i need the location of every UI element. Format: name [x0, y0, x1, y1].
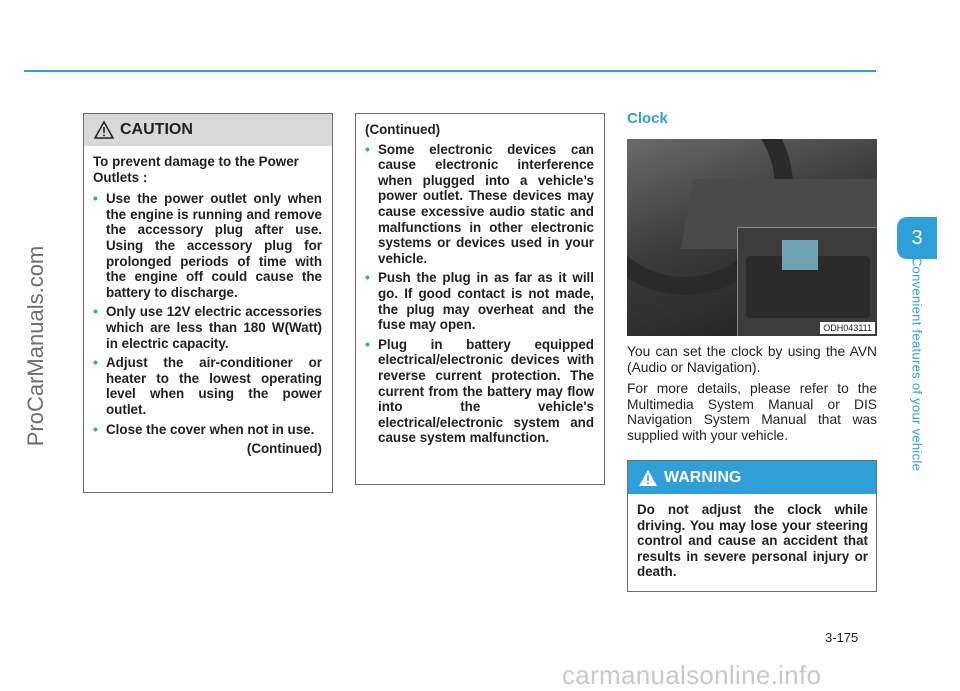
footer-watermark: carmanualsonline.info: [562, 660, 822, 690]
continued-item: • Some electronic devices can cause electronic interference when plugged into a vehicle’s power outlet. These devices may cause excessive audio static and malfunctions in other electronic systems or devices used in your vehicle.: [365, 142, 594, 267]
continued-title: (Continued): [365, 122, 441, 137]
chapter-tab: 3: [897, 217, 937, 259]
page-number: 3-175: [825, 630, 859, 645]
control-panel-inset: [737, 227, 877, 336]
image-caption: ODH043111: [820, 322, 875, 334]
warning-title: WARNING: [664, 468, 742, 486]
continued-item: • Push the plug in as far as it will go. If good contact is not made, the plug may overheat and the fuse may open.: [365, 270, 594, 332]
clock-section-title: Clock: [627, 110, 668, 127]
clock-paragraph: For more details, please refer to the Multimedia System Manual or DIS Navigation System Manual that was supplied with your vehicle.: [627, 381, 877, 443]
clock-paragraph: You can set the clock by using the AVN (Audio or Navigation).: [627, 344, 877, 375]
warning-box: [627, 460, 877, 592]
caution-triangle-icon: [94, 120, 114, 140]
caution-continued: (Continued): [246, 441, 322, 457]
caution-item: • Adjust the air-conditioner or heater to the lowest operating level when using the power outlet.: [93, 355, 322, 417]
chapter-title: Convenient features of your vehicle: [909, 256, 925, 472]
caution-item: • Only use 12V electric accessories which are less than 180 W(Watt) in electric capacity.: [93, 304, 322, 351]
clock-text: [627, 344, 877, 450]
warning-header: [628, 461, 876, 494]
caution-intro: To prevent damage to the Power Outlets :: [93, 154, 299, 185]
caution-title: CAUTION: [120, 121, 193, 138]
continued-item: • Plug in battery equipped electrical/electronic devices with reverse current protection. The current from the battery may flow into the vehicle's electrical/electronic system and cause system malfunction.: [365, 337, 594, 446]
warning-triangle-icon: [638, 468, 658, 488]
caution-header: [84, 114, 332, 146]
caution-item: • Close the cover when not in use.: [93, 422, 322, 438]
clock-photo: [627, 139, 877, 336]
caution-item: • Use the power outlet only when the engine is running and remove the accessory plug after use. Using the accessory plug for prolonged periods of time with the engine off could cause the battery to discharge.: [93, 191, 322, 300]
continued-box: [355, 113, 605, 485]
side-watermark: ProCarManuals.com: [23, 245, 48, 447]
clock-display-graphic: [782, 240, 818, 270]
warning-body: Do not adjust the clock while driving. You may lose your steering control and cause an accident that results in severe personal injury or death.: [637, 502, 868, 580]
top-rule: [24, 70, 876, 72]
caution-box: [83, 113, 333, 493]
